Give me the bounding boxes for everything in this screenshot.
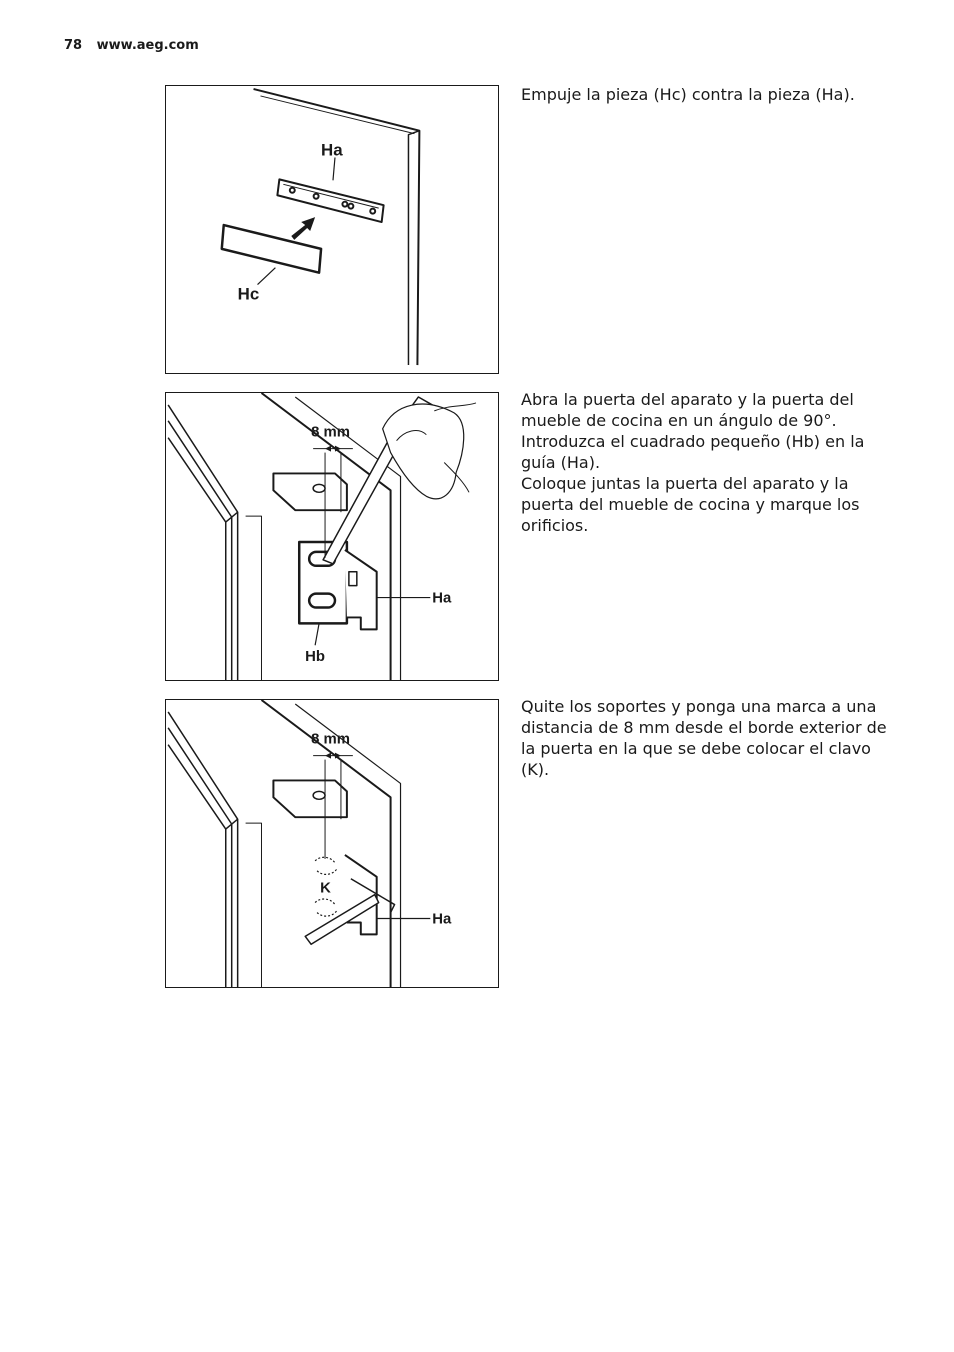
label-8mm: 8 mm	[311, 424, 351, 441]
figure-1-illustration	[166, 86, 498, 373]
figure-2-illustration	[166, 393, 498, 680]
site-url: www.aeg.com	[96, 38, 199, 53]
label-8mm: 8 mm	[311, 731, 351, 748]
push-arrow-icon	[291, 217, 315, 240]
page-number: 78	[64, 38, 83, 53]
hc-plate	[222, 225, 321, 273]
upper-bracket	[273, 780, 346, 817]
door-panel-top-edge	[260, 96, 414, 134]
hb-plate	[299, 542, 347, 623]
ha-bracket	[277, 179, 383, 222]
upper-bracket	[273, 473, 346, 510]
step-3-paragraph: Quite los soportes y ponga una marca a una distancia de 8 mm desde el borde exterior de la puerta en la que se debe colocar el clavo (K).	[521, 697, 887, 779]
label-k: K	[320, 880, 331, 897]
label-ha: Ha	[321, 140, 343, 160]
step-2-paragraph-2: Coloque juntas la puerta del aparato y la puerta del mueble de cocina y marque los orificios.	[521, 474, 860, 535]
label-hb: Hb	[305, 649, 326, 666]
label-ha: Ha	[432, 911, 452, 928]
ha-guide	[345, 550, 377, 629]
step-3-description	[521, 696, 893, 780]
figure-2-insert-hb-into-ha	[165, 392, 499, 681]
figure-3-illustration	[166, 700, 498, 987]
step-1-paragraph: Empuje la pieza (Hc) contra la pieza (Ha).	[521, 85, 855, 104]
page-header	[64, 38, 199, 53]
nail-mark-lower	[315, 899, 337, 916]
step-1-description	[521, 84, 893, 105]
ha-guide	[345, 855, 377, 934]
appliance-door-edge	[168, 405, 238, 680]
door-panel-outline	[254, 89, 420, 365]
label-ha: Ha	[432, 590, 452, 607]
label-hc: Hc	[237, 284, 260, 304]
step-2-paragraph-1: Abra la puerta del aparato y la puerta del mueble de cocina en un ángulo de 90°. Introduzca el cuadrado pequeño (Hb) en la guía (Ha).	[521, 390, 865, 472]
hand	[383, 404, 464, 499]
figure-1-push-hc-into-ha	[165, 85, 499, 374]
figure-3-mark-nail-position	[165, 699, 499, 988]
appliance-door-edge	[168, 712, 238, 987]
nail-mark-upper	[315, 857, 337, 874]
step-2-description	[521, 389, 893, 536]
